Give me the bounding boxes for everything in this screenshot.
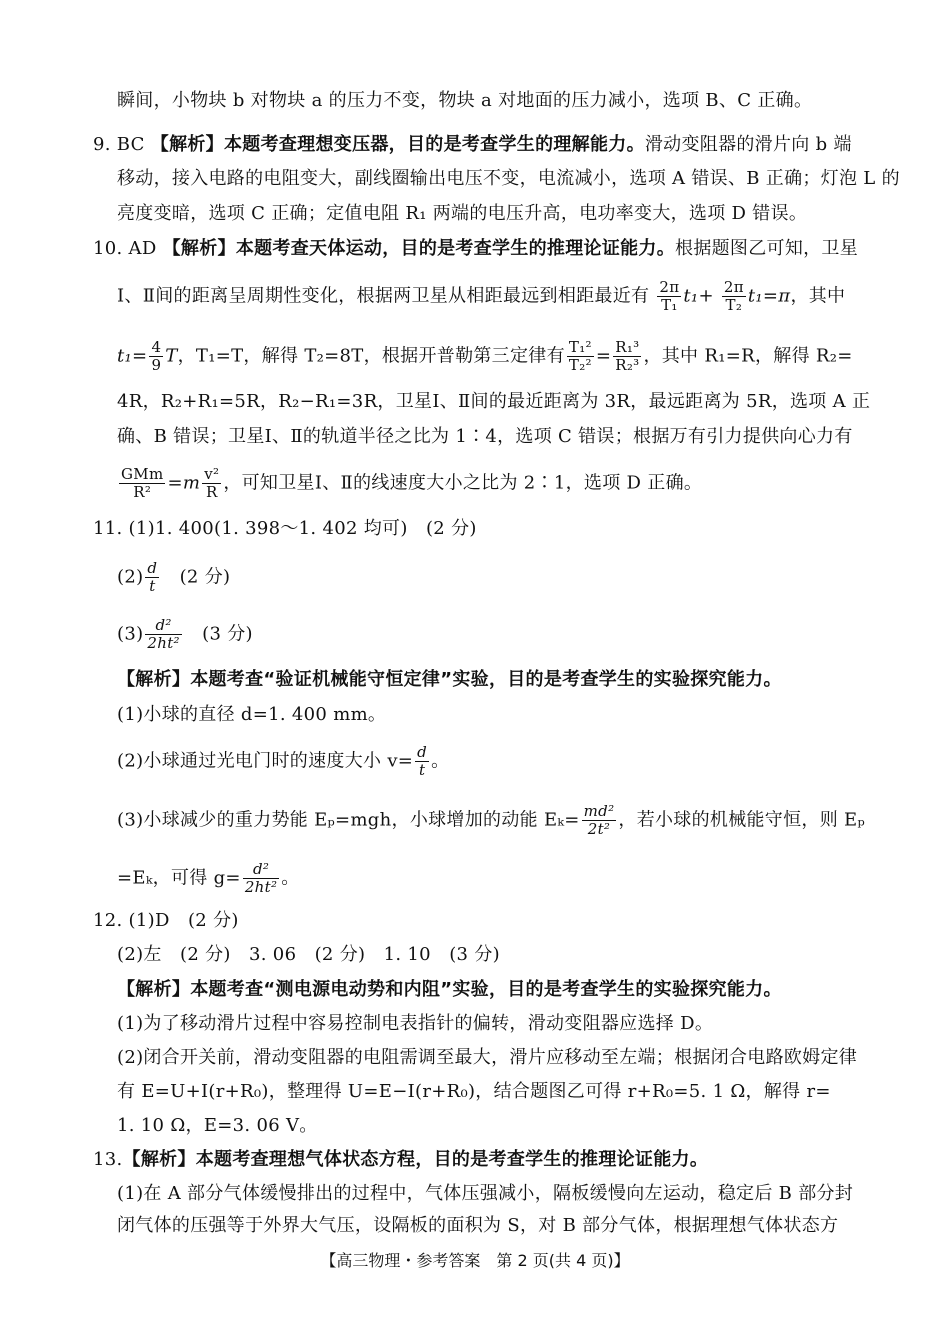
fraction: [415, 744, 429, 779]
line-text: 4R，R₂+R₁=5R，R₂−R₁=3R，卫星Ⅰ、Ⅱ间的最近距离为 3R，最远距离为 5R，选项 A 正: [117, 391, 871, 412]
text-line: [0, 1045, 950, 1071]
denominator: t: [418, 761, 426, 779]
line-text: 闭气体的压强等于外界大气压，设隔板的面积为 S，对 B 部分气体，根据理想气体状态方: [117, 1215, 839, 1236]
formula-text: t₁=π: [747, 285, 791, 307]
text-line: [0, 1181, 950, 1207]
fraction: [567, 339, 594, 374]
denominator: R₂³: [615, 356, 640, 374]
numerator: d: [417, 743, 428, 761]
text-line: [0, 702, 950, 728]
denominator: T₂²: [568, 356, 592, 374]
denominator: t: [149, 577, 156, 595]
numerator: d²: [243, 861, 279, 879]
line-text: (1)为了移动滑片过程中容易控制电表指针的偏转，滑动变阻器应选择 D。: [117, 1013, 714, 1034]
formula-line: [0, 466, 950, 501]
numerator: R₁³: [615, 338, 640, 356]
line-text: (1)小球的直径 d=1. 400 mm。: [117, 704, 387, 725]
line-text: (2)左 (2 分) 3. 06 (2 分) 1. 10 (3 分): [117, 944, 500, 965]
numerator: 2π: [659, 278, 680, 296]
formula-line: [0, 861, 950, 896]
denominator: R: [205, 483, 218, 501]
numerator: v²: [204, 465, 220, 483]
q10-number: 10. AD: [93, 238, 157, 259]
q12-answer-1: 12. (1)D (2 分): [93, 910, 239, 931]
line-text: ，T₁=T，解得 T₂=8T，根据开普勒第三定律有: [177, 345, 565, 367]
numerator: d²: [145, 617, 181, 635]
formula-text: 。: [431, 750, 450, 772]
q11-answer-1: 11. (1)1. 400(1. 398～1. 402 均可) (2 分): [93, 518, 477, 539]
denominator: T₁: [661, 296, 678, 314]
line-text: (3): [117, 623, 144, 645]
q13-analysis-heading: 【解析】本题考查理想气体状态方程，目的是考查学生的推理论证能力。: [122, 1149, 709, 1170]
line-text: 滑动变阻器的滑片向 b 端: [644, 134, 852, 155]
text-line: [0, 1113, 950, 1139]
line-text: 根据题图乙可知，卫星: [675, 238, 859, 259]
line-text: Ⅰ、Ⅱ间的距离呈周期性变化，根据两卫星从相距最远到相距最近有: [117, 285, 650, 307]
denominator: 2ht²: [147, 634, 180, 652]
fraction: [145, 560, 159, 595]
formula-text: t₁+: [683, 285, 714, 307]
line-text: ，其中: [790, 285, 846, 307]
q9-line: [0, 132, 950, 158]
line-text: =Eₖ，可得 g=: [117, 867, 241, 889]
line-text: 亮度变暗，选项 C 正确；定值电阻 R₁ 两端的电压升高，电功率变大，选项 D 错误。: [117, 203, 808, 224]
fraction: [613, 339, 641, 374]
text-line: [0, 88, 950, 114]
fraction: [149, 339, 163, 374]
line-text: 有 E=U+I(r+R₀)，整理得 U=E−I(r+R₀)，结合题图乙可得 r+R₀=5. 1 Ω，解得 r=: [117, 1081, 831, 1102]
line-text: (2)闭合开关前，滑动变阻器的电阻需调至最大，滑片应移动至左端；根据闭合电路欧姆定律: [117, 1047, 858, 1068]
formula-text: 。: [281, 867, 300, 889]
line-text: (3 分): [183, 623, 253, 645]
text-line: [0, 1011, 950, 1037]
fraction: [582, 803, 617, 838]
fraction: [145, 617, 181, 652]
numerator: 4: [151, 338, 162, 356]
formula-line: [0, 339, 950, 374]
line-text: (2 分): [161, 566, 231, 588]
line-text: (1)在 A 部分气体缓慢排出的过程中，气体压强减小，隔板缓慢向左运动，稳定后 B 部分封: [117, 1183, 854, 1204]
formula-line: [0, 279, 950, 314]
line-text: (2)小球通过光电门时的速度大小 v=: [117, 750, 414, 772]
denominator: R²: [133, 483, 152, 501]
q13-line: [0, 1147, 950, 1173]
q11-answer-3: [0, 617, 950, 652]
q12-line: [0, 908, 950, 934]
formula-line: [0, 803, 950, 838]
fraction: [119, 466, 165, 501]
formula-text: t₁=: [117, 345, 148, 367]
line-text: 1. 10 Ω，E=3. 06 V。: [117, 1115, 318, 1136]
line-text: (3)小球减少的重力势能 Eₚ=mgh，小球增加的动能 Eₖ=: [117, 809, 580, 831]
line-text: 确、B 错误；卫星Ⅰ、Ⅱ的轨道半径之比为 1∶4，选项 C 错误；根据万有引力提供向心力有: [117, 426, 853, 447]
denominator: 2t²: [587, 820, 611, 838]
numerator: GMm: [121, 465, 164, 483]
q12-analysis-heading: 【解析】本题考查“测电源电动势和内阻”实验，目的是考查学生的实验探究能力。: [117, 979, 782, 1000]
q11-line: [0, 516, 950, 542]
line-text: (2): [117, 566, 144, 588]
q9-number: 9. BC: [93, 134, 145, 155]
fraction: [722, 279, 746, 314]
numerator: d: [147, 559, 158, 577]
text-line: [0, 201, 950, 227]
text-line: [0, 166, 950, 192]
text-line: [0, 1213, 950, 1239]
line-text: 移动，接入电路的电阻变大，副线圈输出电压不变，电流减小，选项 A 错误、B 正确；灯泡 L 的: [117, 168, 900, 189]
numerator: 2π: [723, 278, 744, 296]
q9-analysis-heading: 【解析】本题考查理想变压器，目的是考查学生的理解能力。: [150, 134, 645, 155]
q10-line: [0, 236, 950, 262]
formula-text: =m: [167, 472, 201, 494]
q11-answer-2: [0, 560, 950, 595]
formula-line: [0, 744, 950, 779]
text-line: [0, 424, 950, 450]
line-text: 瞬间，小物块 b 对物块 a 的压力不变，物块 a 对地面的压力减小，选项 B、C 正确。: [117, 90, 813, 111]
q12-analysis: [0, 977, 950, 1003]
fraction: [657, 279, 681, 314]
fraction: [202, 466, 221, 501]
line-text: ，其中 R₁=R，解得 R₂=: [643, 345, 853, 367]
q10-analysis-heading: 【解析】本题考查天体运动，目的是考查学生的推理论证能力。: [162, 238, 676, 259]
text-line: [0, 1079, 950, 1105]
q11-analysis: [0, 667, 950, 693]
denominator: 9: [151, 356, 162, 374]
formula-text: T: [165, 345, 178, 367]
numerator: md²: [583, 802, 615, 820]
footer-text: 【高三物理・参考答案 第 2 页(共 4 页)】: [320, 1251, 630, 1270]
denominator: 2ht²: [244, 878, 278, 896]
line-text: ，若小球的机械能守恒，则 Eₚ: [618, 809, 865, 831]
formula-text: =: [595, 345, 612, 367]
line-text: ，可知卫星Ⅰ、Ⅱ的线速度大小之比为 2∶1，选项 D 正确。: [223, 472, 703, 494]
numerator: T₁²: [568, 338, 592, 356]
q11-analysis-heading: 【解析】本题考查“验证机械能守恒定律”实验，目的是考查学生的实验探究能力。: [117, 669, 782, 690]
q12-answer-2: [0, 942, 950, 968]
page-footer: [0, 1250, 950, 1272]
fraction: [243, 861, 279, 896]
q13-number: 13.: [93, 1149, 123, 1170]
denominator: T₂: [725, 296, 743, 314]
text-line: [0, 389, 950, 415]
